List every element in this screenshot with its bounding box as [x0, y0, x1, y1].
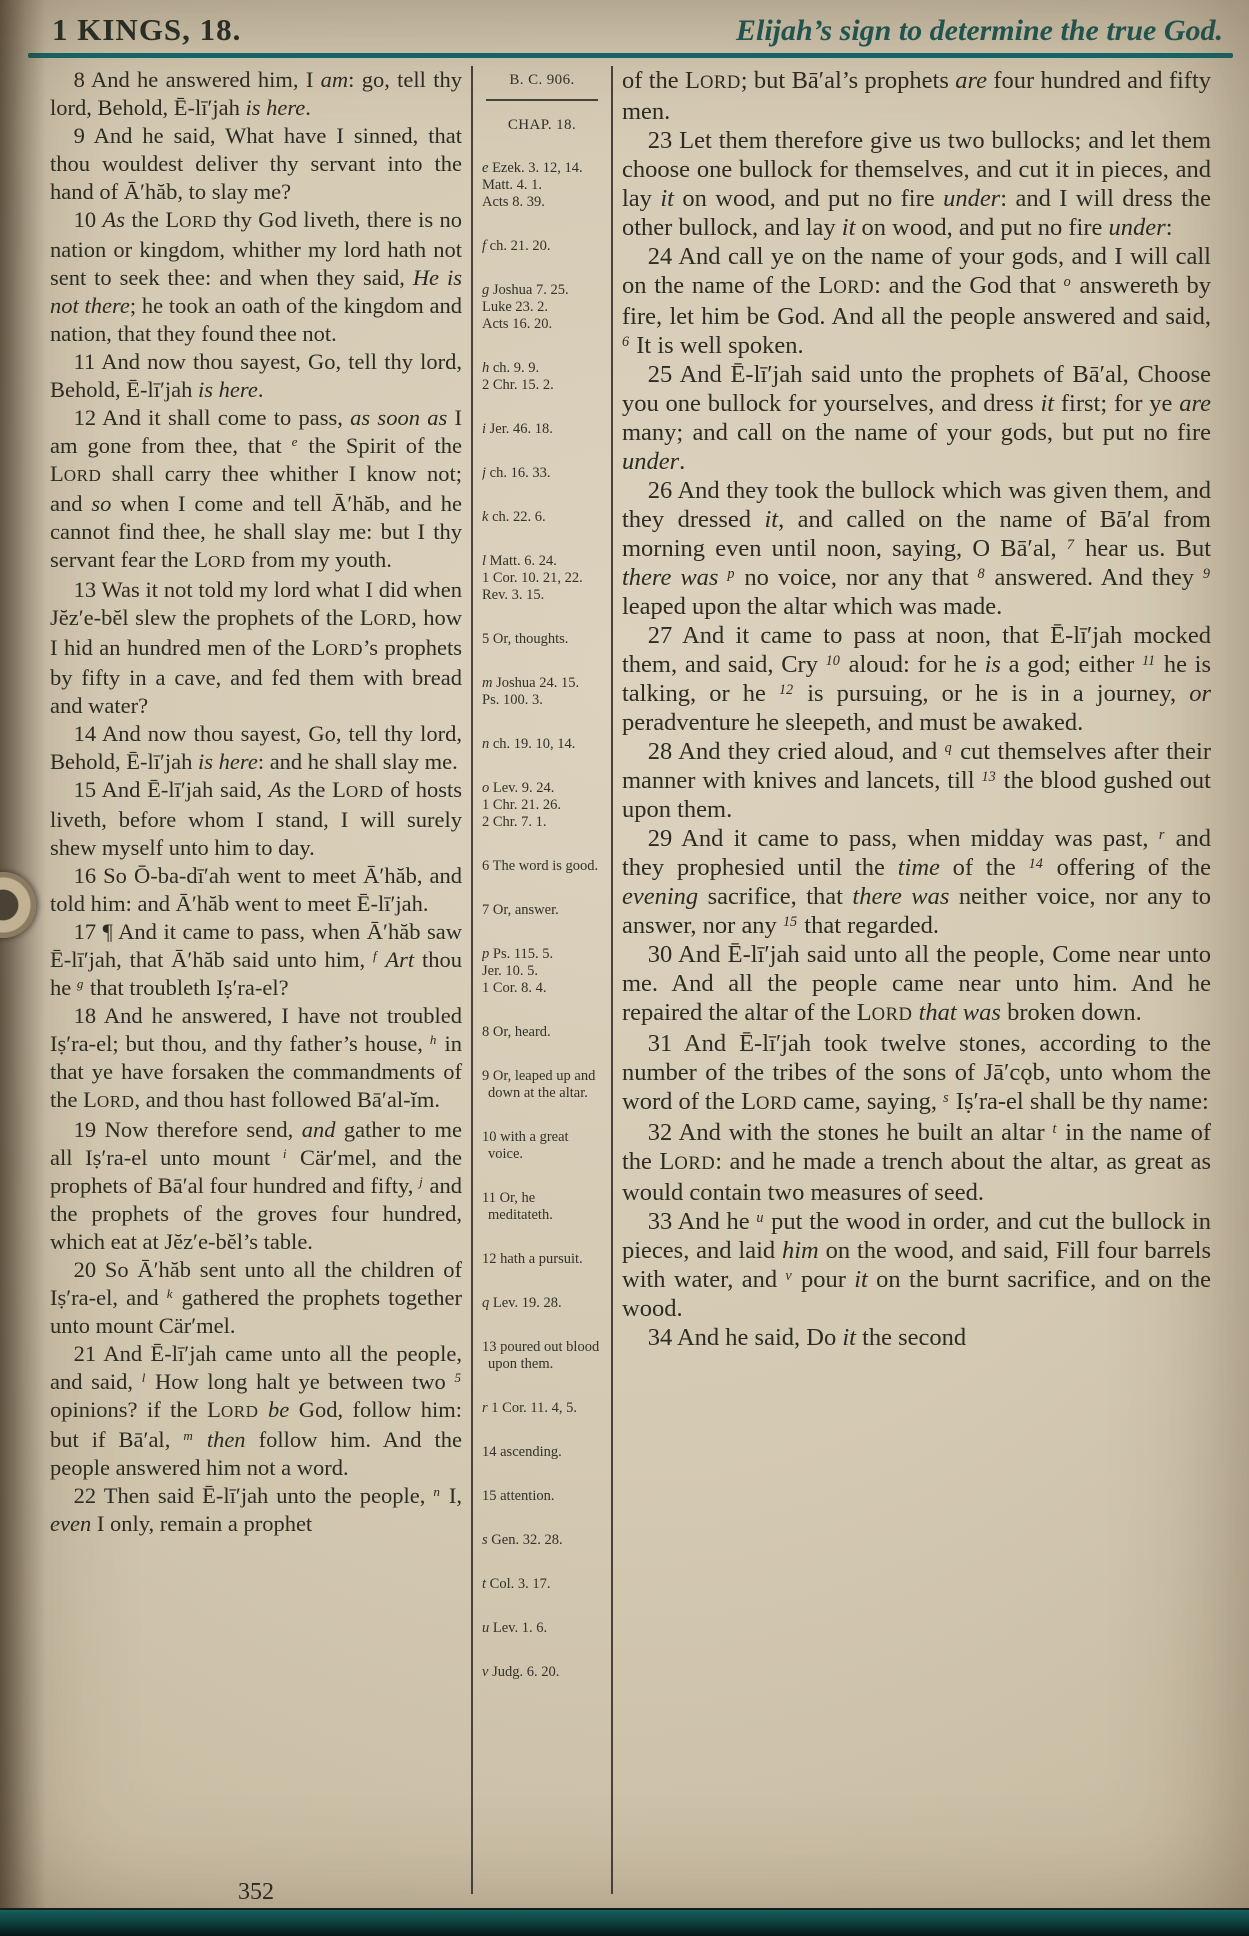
chapter-label: CHAP. 18. — [507, 117, 577, 133]
verse-paragraph: 24 And call ye on the name of your gods, and I will call on the name of the LORD: and the God that $^o$ answereth by fire, let him be God. And all the people answered and said, $^6$ It is well spoken. — [622, 243, 1211, 359]
page-number: 352 — [238, 1879, 274, 1905]
margin-note — [482, 1532, 602, 1549]
margin-note-line: i Jer. 46. 18. — [482, 421, 553, 437]
margin-note — [482, 780, 602, 831]
verse-paragraph: 13 Was it not told my lord what I did when Jĕz′e-bĕl slew the prophets of the LORD, how I hid an hundred men of the LORD’s prophets by fifty in a cave, and fed them with bread and water? — [50, 577, 462, 718]
margin-note-line: Jer. 10. 5. — [482, 963, 538, 979]
margin-note — [482, 631, 602, 648]
margin-note-line: k ch. 22. 6. — [482, 509, 546, 525]
margin-note-line: 2 Chr. 15. 2. — [482, 377, 554, 393]
margin-note-line: p Ps. 115. 5. — [482, 946, 554, 962]
margin-note-line: 6 The word is good. — [482, 858, 599, 874]
verse-paragraph: 9 And he said, What have I sinned, that thou wouldest deliver thy servant into the hand of Ā′hăb, to slay me? — [50, 123, 462, 204]
margin-note — [482, 509, 602, 526]
margin-note — [482, 902, 602, 919]
margin-note — [482, 421, 602, 438]
margin-note — [482, 1068, 602, 1102]
margin-note-line: 10 with a great voice. — [482, 1129, 569, 1162]
verse-paragraph: 18 And he answered, I have not troubled Iṣ′ra-el; but thou, and thy father’s house, $^h$ in that ye have forsaken the commandments of the LORD, and thou hast followed Bā′al-ĭm. — [50, 1003, 462, 1112]
left-text-column — [50, 66, 462, 1894]
margin-note-line: 1 Cor. 10. 21, 22. — [482, 570, 583, 586]
bc-divider-rule — [486, 99, 598, 101]
margin-note-line: 5 Or, thoughts. — [482, 631, 569, 647]
margin-note-line: e Ezek. 3. 12, 14. — [482, 160, 583, 176]
margin-note — [482, 736, 602, 753]
margin-note — [482, 1444, 602, 1461]
margin-note-line: s Gen. 32. 28. — [482, 1532, 563, 1548]
verse-paragraph: 28 And they cried aloud, and $^q$ cut themselves after their manner with knives and lancets, till $^{13}$ the blood gushed out upon them. — [622, 738, 1211, 823]
margin-note — [482, 1664, 602, 1681]
page-summary-title: Elijah’s sign to determine the true God. — [736, 14, 1223, 47]
margin-note — [482, 1576, 602, 1593]
margin-note-line: 1 Cor. 8. 4. — [482, 980, 547, 996]
margin-note-line: l Matt. 6. 24. — [482, 553, 557, 569]
margin-note-line: g Joshua 7. 25. — [482, 282, 569, 298]
margin-note-line: t Col. 3. 17. — [482, 1576, 551, 1592]
margin-note — [482, 1190, 602, 1224]
margin-note-line: Rev. 3. 15. — [482, 587, 545, 603]
margin-note-line: 7 Or, answer. — [482, 902, 559, 918]
column-divider-right — [611, 66, 613, 1894]
margin-note-line: o Lev. 9. 24. — [482, 780, 555, 796]
margin-note — [482, 1400, 602, 1417]
margin-note-line: 8 Or, heard. — [482, 1024, 551, 1040]
verse-paragraph: 22 Then said Ē-lī′jah unto the people, $^n$ I, even I only, remain a prophet — [50, 1483, 462, 1536]
page-columns — [0, 58, 1249, 1894]
margin-note — [482, 1339, 602, 1373]
running-head — [0, 0, 1249, 50]
margin-note — [482, 238, 602, 255]
bc-date-label: B. C. 906. — [509, 72, 575, 88]
margin-note — [482, 360, 602, 394]
verse-paragraph: 17 ¶ And it came to pass, when Ā′hăb saw Ē-lī′jah, that Ā′hăb said unto him, $^f$ Art thou he $^g$ that troubleth Iṣ′ra-el? — [50, 919, 462, 1000]
right-verses-container — [622, 66, 1211, 1352]
verse-paragraph: 10 As the LORD thy God liveth, there is no nation or kingdom, whither my lord hath not sent to seek thee: and when they said, He is not there; he took an oath of the kingdom and nation, that they found thee not. — [50, 207, 462, 346]
margin-note-line: Luke 23. 2. — [482, 299, 549, 315]
margin-note-line: v Judg. 6. 20. — [482, 1664, 560, 1680]
left-verses-container — [50, 66, 462, 1538]
margin-note — [482, 160, 602, 211]
margin-note-line: 9 Or, leaped up and down at the altar. — [482, 1068, 596, 1101]
margin-note-line: f ch. 21. 20. — [482, 238, 551, 254]
margin-note — [482, 675, 602, 709]
margin-note-line: u Lev. 1. 6. — [482, 1620, 548, 1636]
margin-note — [482, 465, 602, 482]
margin-note-line: 15 attention. — [482, 1488, 555, 1504]
verse-paragraph: 29 And it came to pass, when midday was past, $^r$ and they prophesied until the time of the $^{14}$ offering of the evening sacrifice, that there was neither voice, nor any to answer, nor any $^{15}$ that regarded. — [622, 825, 1211, 939]
margin-note — [482, 946, 602, 997]
verse-paragraph: 16 So Ō-ba-dī′ah went to meet Ā′hăb, and told him: and Ā′hăb went to meet Ē-lī′jah. — [50, 863, 462, 916]
verse-paragraph: 31 And Ē-lī′jah took twelve stones, according to the number of the tribes of the sons of Jā′cǫb, unto whom the word of the LORD came, saying, $^s$ Iṣ′ra-el shall be thy name: — [622, 1030, 1211, 1115]
verse-paragraph: 19 Now therefore send, and gather to me all Iṣ′ra-el unto mount $^i$ Cär′mel, and the prophets of Bā′al four hundred and fifty, $^j$ and the prophets of the groves four hundred, which eat at Jĕz′e-bĕl’s table. — [50, 1117, 462, 1254]
margin-note-line: m Joshua 24. 15. — [482, 675, 580, 691]
margin-note-line: 1 Chr. 21. 26. — [482, 797, 561, 813]
right-text-column — [622, 66, 1211, 1894]
verse-paragraph: 32 And with the stones he built an altar $^t$ in the name of the LORD: and he made a trench about the altar, as great as would contain two measures of seed. — [622, 1119, 1211, 1206]
margin-note-line: Acts 16. 20. — [482, 316, 553, 332]
margin-note-line: Acts 8. 39. — [482, 194, 545, 210]
margin-note-line: j ch. 16. 33. — [482, 465, 551, 481]
verse-paragraph: 14 And now thou sayest, Go, tell thy lord, Behold, Ē-lī′jah is here: and he shall slay me. — [50, 721, 462, 774]
margin-note — [482, 1129, 602, 1163]
margin-note-line: 12 hath a pursuit. — [482, 1251, 583, 1267]
verse-paragraph: 20 So Ā′hăb sent unto all the children of Iṣ′ra-el, and $^k$ gathered the prophets together unto mount Cär′mel. — [50, 1257, 462, 1338]
margin-note-line: n ch. 19. 10, 14. — [482, 736, 576, 752]
verse-paragraph: 11 And now thou sayest, Go, tell thy lord, Behold, Ē-lī′jah is here. — [50, 349, 462, 402]
margin-notes-container — [482, 160, 602, 1681]
margin-note-line: 11 Or, he meditateth. — [482, 1190, 553, 1223]
margin-note-line: h ch. 9. 9. — [482, 360, 540, 376]
margin-note-line: r 1 Cor. 11. 4, 5. — [482, 1400, 577, 1416]
margin-note — [482, 858, 602, 875]
margin-note-line: 13 poured out blood upon them. — [482, 1339, 600, 1372]
margin-note — [482, 282, 602, 333]
verse-paragraph: 26 And they took the bullock which was given them, and they dressed it, and called on the name of Bā′al from morning even until noon, saying, O Bā′al, $^7$ hear us. But there was $^p$ no voice, nor any that $^8$ answered. And they $^9$ leaped upon the altar which was made. — [622, 477, 1211, 620]
margin-note-line: q Lev. 19. 28. — [482, 1295, 562, 1311]
book-chapter-title: 1 KINGS, 18. — [52, 12, 242, 47]
verse-paragraph: 23 Let them therefore give us two bullocks; and let them choose one bullock for themselves, and cut it in pieces, and lay it on wood, and put no fire under: and I will dress the other bullock, and lay it on wood, and put no fire under: — [622, 127, 1211, 241]
margin-note-line: Matt. 4. 1. — [482, 177, 543, 193]
margin-note — [482, 1024, 602, 1041]
verse-paragraph: 21 And Ē-lī′jah came unto all the people, and said, $^l$ How long halt ye between two $^5$ opinions? if the LORD be God, follow him: but if Bā′al, $^m$ then follow him. And the people answered him not a word. — [50, 1341, 462, 1480]
verse-paragraph: 15 And Ē-lī′jah said, As the LORD of hosts liveth, before whom I stand, I will surely shew myself unto him to day. — [50, 777, 462, 860]
margin-note — [482, 1488, 602, 1505]
margin-note-line: 14 ascending. — [482, 1444, 562, 1460]
reference-column — [482, 66, 602, 1894]
verse-paragraph: 27 And it came to pass at noon, that Ē-lī′jah mocked them, and said, Cry $^{10}$ aloud: for he is a god; either $^{11}$ he is talking, or he $^{12}$ is pursuing, or he is in a journey, or peradventure he sleepeth, and must be awaked. — [622, 622, 1211, 736]
margin-note — [482, 553, 602, 604]
verse-paragraph: 12 And it shall come to pass, as soon as I am gone from thee, that $^e$ the Spirit of the LORD shall carry thee whither I know not; and so when I come and tell Ā′hăb, and he cannot find thee, he shall slay me: but I thy servant fear the LORD from my youth. — [50, 405, 462, 572]
bottom-page-edge-band — [0, 1908, 1249, 1936]
verse-paragraph: 25 And Ē-lī′jah said unto the prophets of Bā′al, Choose you one bullock for yourselves, and dress it first; for ye are many; and call on the name of your gods, but put no fire under. — [622, 361, 1211, 475]
verse-paragraph: 33 And he $^u$ put the wood in order, and cut the bullock in pieces, and laid him on the wood, and said, Fill four barrels with water, and $^v$ pour it on the burnt sacrifice, and on the wood. — [622, 1208, 1211, 1322]
verse-paragraph: 30 And Ē-lī′jah said unto all the people, Come near unto me. And all the people came near unto him. And he repaired the altar of the LORD that was broken down. — [622, 941, 1211, 1026]
margin-note-line: Ps. 100. 3. — [482, 692, 543, 708]
column-divider-left — [471, 66, 473, 1894]
margin-note-line: 2 Chr. 7. 1. — [482, 814, 547, 830]
verse-paragraph: 8 And he answered him, I am: go, tell thy lord, Behold, Ē-lī′jah is here. — [50, 67, 462, 120]
margin-note — [482, 1251, 602, 1268]
margin-note — [482, 1620, 602, 1637]
margin-note — [482, 1295, 602, 1312]
verse-paragraph: of the LORD; but Bā′al’s prophets are four hundred and fifty men. — [622, 67, 1211, 125]
verse-paragraph: 34 And he said, Do it the second — [647, 1324, 967, 1351]
